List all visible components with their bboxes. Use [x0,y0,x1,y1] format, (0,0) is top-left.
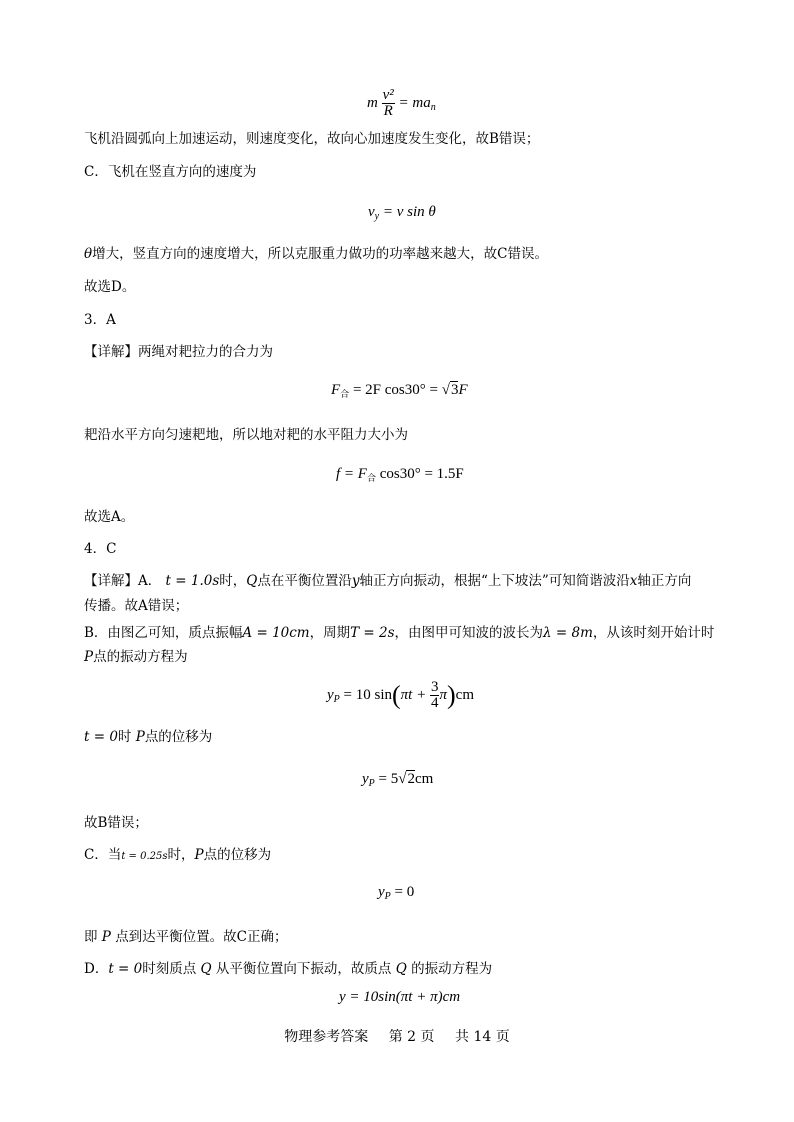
page-footer [0,1026,794,1046]
eq-middle: = 2F cos30° = [352,382,442,398]
math-T2: T = 2s [350,625,395,641]
symbol-P: P [194,847,204,863]
p16-d: 的振动方程为 [411,961,493,977]
sqrt: √3 [441,382,459,398]
math-t025: t = 0.25s [121,851,168,862]
symbol-y: y [351,573,360,589]
p8-c: 点在平衡位置沿 [257,573,352,589]
eq-numerator: v² [382,87,394,103]
eq-mass: m [367,94,378,111]
math-t10: t = 1.0s [165,573,220,589]
p8-d: 轴正方向振动，根据“上下坡法”可知简谐波沿 [359,573,630,589]
p10-d: ，从该时刻开始计时 [592,625,715,641]
paragraph-5: 【详解】两绳对耙拉力的合力为 [84,344,273,360]
p16-a: D． [84,961,109,977]
equation-p-zero [378,883,414,906]
paragraph-1: 飞机沿圆弧向上加速运动，则速度变化，故向心加速度发生变化，故B错误； [84,131,540,147]
p10-c: ，由图甲可知波的波长为 [394,625,544,641]
p8-a: 【详解】A． [84,573,162,589]
footer-total-pages: 共 14 页 [455,1029,510,1045]
p16-b: 时刻质点 [142,961,197,977]
eq-rhs: = 0 [394,884,415,900]
equation-resultant-force [331,381,468,403]
p15-a: 即 [84,929,98,945]
paragraph-14 [84,846,271,866]
eq-rhs: = ma [398,94,431,111]
math-t0: t = 0 [84,729,118,745]
paragraph-6: 耙沿水平方向匀速耙地，所以地对耙的水平阻力大小为 [84,427,408,443]
p8-e: 轴正方向 [637,573,692,589]
eq-subscript: P [368,778,375,789]
symbol-Q: Q [246,573,258,589]
eq-pit: πt + [400,686,427,703]
symbol-Q: Q [395,961,407,977]
theta-symbol: θ [84,246,93,262]
p16-c: 从平衡位置向下振动，故质点 [215,961,392,977]
question-4-answer: 4．C [84,541,117,557]
eq-subscript: P [333,693,340,705]
footer-page-number: 第 2 页 [388,1029,435,1045]
eq-subscript: 合 [366,473,376,483]
eq-subscript: P [384,891,391,902]
eq-rhs: cos30° = 1.5F [379,466,464,482]
symbol-P: P [135,729,145,745]
equation-vertical-velocity [368,203,436,226]
question-3-answer: 3．A [84,312,116,328]
eq-lhs: f = F [336,466,367,482]
math-A10: A = 10cm [242,625,310,641]
eq-subscript: 合 [340,389,350,399]
eq-rhs: = v sin θ [382,204,436,220]
eq-F: F [331,382,341,398]
paragraph-7: 故选A。 [84,509,135,525]
eq-q: y = 10sin(πt + π)cm [339,989,461,1005]
eq-denominator: R [383,103,393,119]
eq-denominator: 4 [430,695,439,711]
p11-rest: 点的振动方程为 [93,649,188,665]
math-t0: t = 0 [108,961,143,977]
eq-end: F [458,382,468,398]
paragraph-3-text: 增大，竖直方向的速度增大，所以克服重力做功的功率越来越大，故C错误。 [92,246,548,262]
paragraph-13: 故B错误； [84,815,148,831]
equation-q-vibration [339,988,460,1006]
equation-centripetal [367,88,436,119]
equation-p-vibration: $y_P = 10$ sin(πt + $\frac{3}{4}$ π)cm [327,679,474,711]
math-lambda8: λ = 8m [543,625,593,641]
p12-a: 时 [117,729,132,745]
p14-c: 点的位移为 [203,847,272,863]
equation-friction [336,465,464,487]
paragraph-15 [84,928,288,946]
eq-unit: cm [414,771,434,787]
sqrt: √2 [398,771,415,787]
paragraph-16 [84,960,492,978]
paragraph-9: 传播。故A错误； [84,598,189,614]
eq-numerator: 3 [430,679,439,695]
paragraph-10 [84,624,714,642]
symbol-P: P [101,929,111,945]
sqrt-radicand: 3 [450,382,459,398]
eq-subscript: n [430,101,436,113]
eq-v: v [368,204,375,220]
equation-p-displacement [362,770,433,793]
paragraph-4: 故选D。 [84,279,136,295]
eq-y: y [362,771,369,787]
p15-b: 点到达平衡位置。故C正确； [115,929,288,945]
paragraph-11 [84,648,188,666]
p14-b: 时， [167,847,195,863]
p12-b: 点的位移为 [144,729,213,745]
eq-five: = 5 [378,771,399,787]
symbol-Q: Q [200,961,212,977]
eq-y: y [378,884,385,900]
paragraph-2: C．飞机在竖直方向的速度为 [84,164,257,180]
eq-y: y [327,686,334,703]
eq-subscript: y [374,211,380,222]
p14-a: C．当 [84,847,122,863]
paragraph-3 [84,245,548,263]
symbol-x: x [629,573,638,589]
sqrt-radicand: 2 [407,771,415,787]
p8-b: 时， [219,573,247,589]
eq-pi: π [439,686,447,703]
paragraph-12 [84,728,212,746]
eq-sin: = 10 sin [343,686,392,703]
paragraph-8 [84,572,691,590]
p10-a: B．由图乙可知，质点振幅 [84,625,243,641]
footer-doc-title: 物理参考答案 [284,1029,369,1045]
eq-unit: cm [455,686,474,703]
eq-fraction [382,88,395,119]
p10-b: ，周期 [309,625,351,641]
symbol-P: P [84,649,94,665]
